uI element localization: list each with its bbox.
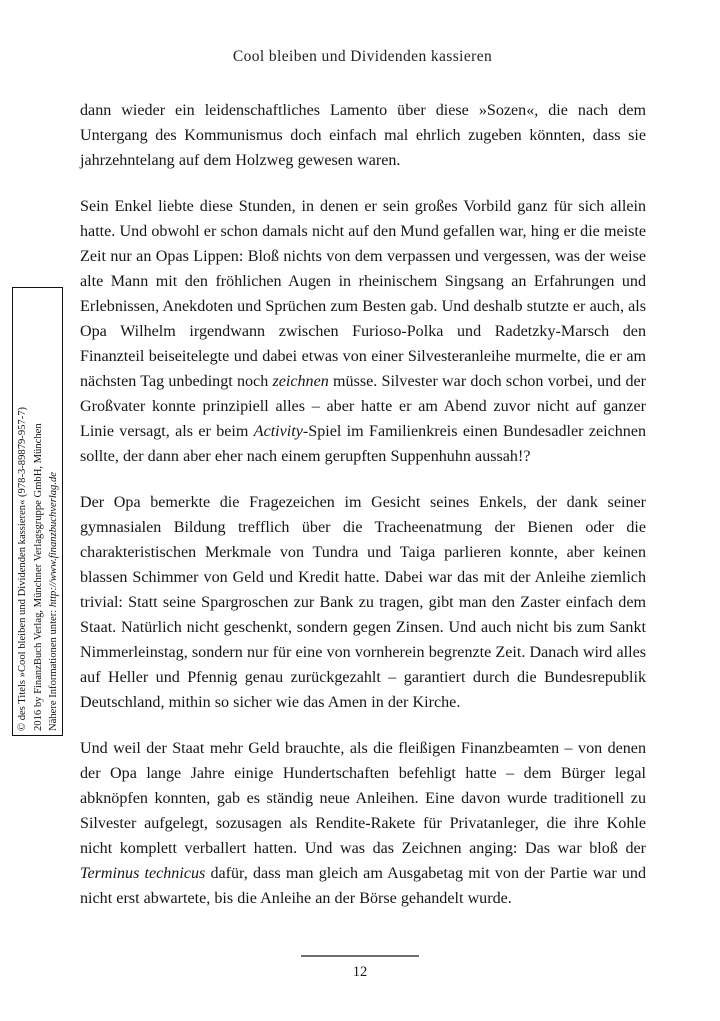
page-number: 12 (352, 963, 368, 980)
publisher-url[interactable]: http://www.finanzbuchverlag.de (48, 471, 60, 608)
paragraph: Und weil der Staat mehr Geld brauchte, als die fleißigen Finanzbeamten – von denen der Opa lange Jahre einige Hundertschaften befehligt hatte – dem Bürger legal abknöpfen konnten, gab es ständig neue Anleihen. Eine davon wurde traditionell zu Silvester aufgelegt, sozusagen als Rendite-Rakete für Privatanleger, die ihre Kohle nicht komplett verballert hatten. Und was das Zeichnen anging: Das war bloß der Terminus technicus dafür, dass man gleich am Ausgabetag mit von der Partie war und nicht erst abwartete, bis die Anleihe an der Börse gehandelt wurde. (80, 740, 647, 907)
copyright-text (15, 403, 62, 736)
page-footer (0, 955, 720, 981)
copyright-info-prefix: Nähere Informationen unter: (48, 607, 60, 731)
paragraph: dann wieder ein leidenschaftliches Lamento über diese »Sozen«, die nach dem Untergang des Kommunismus doch einfach mal ehrlich zugeben könnten, dass sie jahrzehntelang auf dem Holzweg gewesen waren. (80, 102, 646, 169)
paragraph: Sein Enkel liebte diese Stunden, in denen er sein großes Vorbild ganz für sich allein hatte. Und obwohl er schon damals nicht auf den Mund gefallen war, hing er die meiste Zeit nur an Opas Lippen: Bloß nichts von dem verpassen und vergessen, was der weise alte Mann mit den fröhlichen Augen in rheinischem Singsang an Erfahrungen und Erlebnissen, Anekdoten und Sprüchen zum Besten gab. Und deshalb stutzte er auch, als Opa Wilhelm irgendwann zwischen Furioso-Polka und Radetzky-Marsch den Finanzteil beiseitelegte und dabei etwas von einer Silvesteranleihe murmelte, die er am nächsten Tag unbedingt noch zeichnen müsse. Silvester war doch schon vorbei, und der Großvater konnte prinzipiell alles – aber hatte er am Abend zuvor nicht auf ganzer Linie versagt, als er beim Activity-Spiel im Familienkreis einen Bundesadler zeichnen sollte, der dann aber eher nach einem gerupften Suppenhuhn aussah!? (80, 198, 647, 465)
running-head: Cool bleiben und Dividenden kassieren (232, 48, 493, 65)
copyright-rotated-wrapper (13, 288, 63, 736)
footer-divider (301, 955, 419, 957)
copyright-line-title: © des Titels »Cool bleiben und Dividenden kassieren« (978-3-89879-957-7) (17, 406, 29, 731)
copyright-notice-box (12, 287, 63, 736)
body-text-column (80, 98, 646, 911)
copyright-line-publisher: 2016 by FinanzBuch Verlag, Münchner Verlagsgruppe GmbH, München (32, 423, 44, 731)
copyright-line-info (46, 407, 62, 731)
paragraph: Der Opa bemerkte die Fragezeichen im Gesicht seines Enkels, der dank seiner gymnasialen Bildung trefflich über die Tracheenatmung der Bienen oder die charakteristischen Merkmale von Tundra und Taiga parlieren konnte, aber keinen blassen Schimmer von Geld und Kredit hatte. Dabei war das mit der Anleihe ziemlich trivial: Statt seine Spargroschen zur Bank zu tragen, gibt man den Zaster einfach dem Staat. Natürlich nicht geschenkt, sondern gegen Zinsen. Und auch nicht bis zum Sankt Nimmerleinstag, sondern nur für eine von vornherein begrenzte Zeit. Danach wird alles auf Heller und Pfennig genau zurückgezahlt – garantiert durch die Bundesrepublik Deutschland, mithin so sicher wie das Amen in der Kirche. (80, 494, 646, 711)
